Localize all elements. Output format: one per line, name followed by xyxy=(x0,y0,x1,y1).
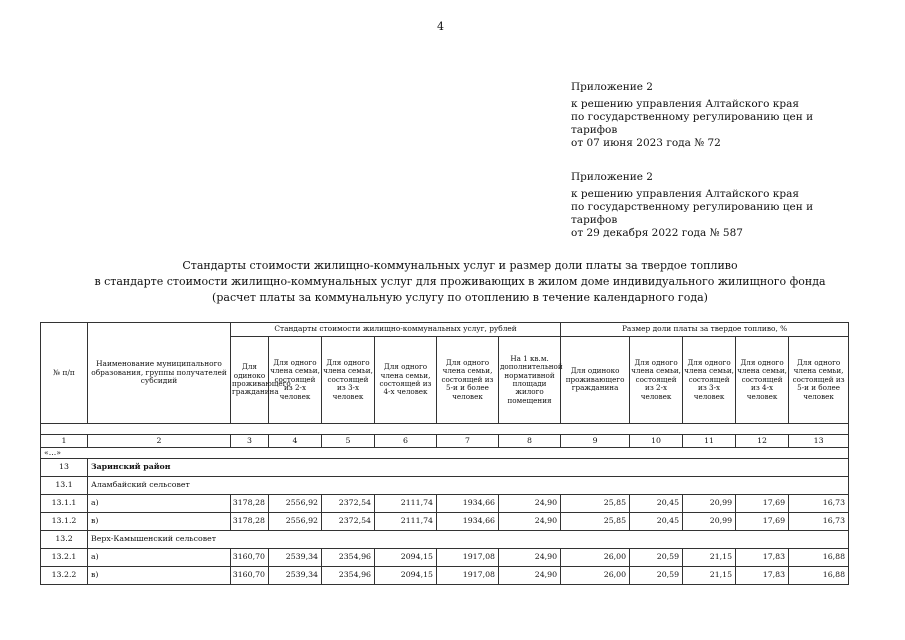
row-number: 13.2.1 xyxy=(41,549,88,567)
value-cell: 1917,08 xyxy=(437,549,499,567)
value-cell: 21,15 xyxy=(683,567,736,585)
column-number: 4 xyxy=(269,435,322,448)
value-cell: 17,83 xyxy=(736,549,789,567)
value-cell: 16,88 xyxy=(789,549,849,567)
value-cell: 25,85 xyxy=(561,495,630,513)
column-number: 12 xyxy=(736,435,789,448)
value-cell: 25,85 xyxy=(561,513,630,531)
header-share-family-4: Для одного члена семьи, состоящей из 4-х человек xyxy=(736,337,789,424)
document-title xyxy=(60,258,860,306)
value-cell: 3178,28 xyxy=(231,495,269,513)
value-cell: 20,45 xyxy=(630,495,683,513)
document-title-line: (расчет платы за коммунальную услугу по отоплению в течение календарного года) xyxy=(212,291,708,304)
column-number: 7 xyxy=(437,435,499,448)
header-cost-single: Для одиноко проживающего гражданина xyxy=(231,337,269,424)
table-row xyxy=(41,513,849,531)
column-number: 9 xyxy=(561,435,630,448)
value-cell: 16,88 xyxy=(789,567,849,585)
value-cell: 20,99 xyxy=(683,513,736,531)
value-cell: 21,15 xyxy=(683,549,736,567)
column-number: 1 xyxy=(41,435,88,448)
value-cell: 26,00 xyxy=(561,549,630,567)
value-cell: 16,73 xyxy=(789,513,849,531)
value-cell: 1934,66 xyxy=(437,495,499,513)
value-cell: 3160,70 xyxy=(231,549,269,567)
table-row xyxy=(41,495,849,513)
value-cell: 2539,34 xyxy=(269,549,322,567)
header-share-single: Для одиноко проживающего гражданина xyxy=(561,337,630,424)
appendix-date: от 07 июня 2023 года № 72 xyxy=(571,137,721,149)
document-title-line: Стандарты стоимости жилищно-коммунальных услуг и размер доли платы за твердое топливо xyxy=(182,259,738,272)
table-row xyxy=(41,459,849,477)
table-row xyxy=(41,531,849,549)
district-name: Заринский район xyxy=(88,459,849,477)
value-cell: 24,90 xyxy=(499,567,561,585)
value-cell: 2539,34 xyxy=(269,567,322,585)
column-number: 8 xyxy=(499,435,561,448)
value-cell: 2111,74 xyxy=(375,513,437,531)
header-cost-family-4: Для одного члена семьи, состоящей из 4-х человек xyxy=(375,337,437,424)
value-cell: 2354,96 xyxy=(322,549,375,567)
value-cell: 24,90 xyxy=(499,513,561,531)
header-group-cost-standards: Стандарты стоимости жилищно-коммунальных услуг, рублей xyxy=(231,323,561,337)
value-cell: 2372,54 xyxy=(322,513,375,531)
column-number: 5 xyxy=(322,435,375,448)
value-cell: 24,90 xyxy=(499,495,561,513)
header-name: Наименование муниципального образования, группы получателей субсидий xyxy=(88,323,231,424)
value-cell: 2111,74 xyxy=(375,495,437,513)
value-cell: 2354,96 xyxy=(322,567,375,585)
value-cell: 24,90 xyxy=(499,549,561,567)
value-cell: 17,83 xyxy=(736,567,789,585)
appendix-title: Приложение 2 xyxy=(571,81,653,93)
column-number: 10 xyxy=(630,435,683,448)
appendix-block-current xyxy=(571,81,821,150)
header-cost-family-2: Для одного члена семьи, состоящей из 2-х человек xyxy=(269,337,322,424)
table-row xyxy=(41,549,849,567)
recipient-group: а) xyxy=(88,495,231,513)
header-share-family-3: Для одного члена семьи, состоящей из 3-х человек xyxy=(683,337,736,424)
value-cell: 20,45 xyxy=(630,513,683,531)
value-cell: 2372,54 xyxy=(322,495,375,513)
value-cell: 3178,28 xyxy=(231,513,269,531)
ellipsis-mark: «...» xyxy=(41,448,849,459)
column-number: 11 xyxy=(683,435,736,448)
appendix-title: Приложение 2 xyxy=(571,171,653,183)
table-gap-row xyxy=(41,424,849,435)
value-cell: 2094,15 xyxy=(375,549,437,567)
appendix-line: к решению управления Алтайского края xyxy=(571,98,799,110)
page-number: 4 xyxy=(437,20,444,33)
recipient-group: в) xyxy=(88,567,231,585)
council-name: Верх-Камышенский сельсовет xyxy=(88,531,849,549)
value-cell: 17,69 xyxy=(736,513,789,531)
header-share-family-2: Для одного члена семьи, состоящей из 2-х человек xyxy=(630,337,683,424)
table-row xyxy=(41,477,849,495)
row-number: 13.1.2 xyxy=(41,513,88,531)
row-number: 13.1.1 xyxy=(41,495,88,513)
council-name: Аламбайский сельсовет xyxy=(88,477,849,495)
appendix-line: тарифов xyxy=(571,124,618,136)
value-cell: 20,99 xyxy=(683,495,736,513)
row-number: 13.1 xyxy=(41,477,88,495)
value-cell: 1934,66 xyxy=(437,513,499,531)
header-group-fuel-share: Размер доли платы за твердое топливо, % xyxy=(561,323,849,337)
header-cost-family-5: Для одного члена семьи, состоящей из 5-и и более человек xyxy=(437,337,499,424)
value-cell: 17,69 xyxy=(736,495,789,513)
recipient-group: в) xyxy=(88,513,231,531)
column-number: 13 xyxy=(789,435,849,448)
value-cell: 20,59 xyxy=(630,567,683,585)
column-number: 6 xyxy=(375,435,437,448)
column-number: 3 xyxy=(231,435,269,448)
header-share-family-5: Для одного члена семьи, состоящей из 5-и и более человек xyxy=(789,337,849,424)
value-cell: 16,73 xyxy=(789,495,849,513)
table-row xyxy=(41,567,849,585)
value-cell: 2094,15 xyxy=(375,567,437,585)
appendix-line: по государственному регулированию цен и xyxy=(571,201,814,213)
row-number: 13.2 xyxy=(41,531,88,549)
value-cell: 26,00 xyxy=(561,567,630,585)
appendix-line: по государственному регулированию цен и xyxy=(571,111,814,123)
row-number: 13 xyxy=(41,459,88,477)
value-cell: 2556,92 xyxy=(269,513,322,531)
table-body xyxy=(41,459,849,585)
row-number: 13.2.2 xyxy=(41,567,88,585)
header-row-number: № п/п xyxy=(41,323,88,424)
value-cell: 1917,08 xyxy=(437,567,499,585)
column-number-row xyxy=(41,435,849,448)
header-cost-family-3: Для одного члена семьи, состоящей из 3-х человек xyxy=(322,337,375,424)
appendix-date: от 29 декабря 2022 года № 587 xyxy=(571,227,743,239)
value-cell: 2556,92 xyxy=(269,495,322,513)
document-title-line: в стандарте стоимости жилищно-коммунальных услуг для проживающих в жилом доме индивидуального жилищного фонда xyxy=(94,275,826,288)
column-number: 2 xyxy=(88,435,231,448)
standards-table xyxy=(40,322,849,585)
value-cell: 20,59 xyxy=(630,549,683,567)
ellipsis-row xyxy=(41,448,849,459)
appendix-block-previous xyxy=(571,171,821,240)
header-cost-per-sqm: На 1 кв.м. дополнительной нормативной площади жилого помещения xyxy=(499,337,561,424)
value-cell: 3160,70 xyxy=(231,567,269,585)
recipient-group: а) xyxy=(88,549,231,567)
appendix-line: к решению управления Алтайского края xyxy=(571,188,799,200)
appendix-line: тарифов xyxy=(571,214,618,226)
